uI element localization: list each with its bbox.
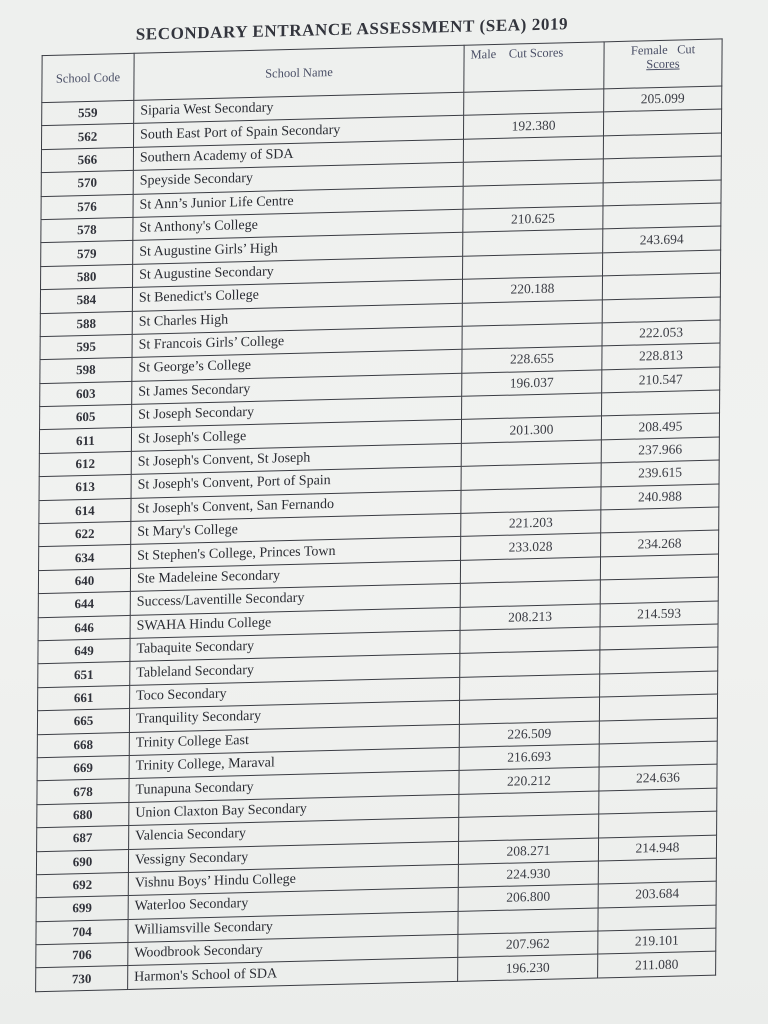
male-cut-score-cell xyxy=(460,557,600,584)
female-cut-score-cell: 237.966 xyxy=(601,437,719,463)
male-cut-score-cell: 196.037 xyxy=(462,370,602,397)
female-cut-score-cell xyxy=(601,507,719,533)
school-code-cell: 706 xyxy=(36,943,128,969)
male-cut-score-cell xyxy=(461,463,601,490)
school-name-cell: Vishnu Boys’ Hindu College xyxy=(128,864,458,895)
cut-scores-table xyxy=(35,38,723,992)
school-name-cell: SWAHA Hindu College xyxy=(130,607,460,638)
school-code-cell: 661 xyxy=(38,685,130,711)
school-name-cell: St Joseph's Convent, Port of Spain xyxy=(131,467,461,498)
male-cut-score-cell xyxy=(458,908,598,935)
school-code-cell: 576 xyxy=(41,194,133,220)
school-name-cell: St Charles High xyxy=(132,303,462,334)
female-cut-score-cell: 240.988 xyxy=(601,484,719,510)
male-cut-score-cell: 201.300 xyxy=(461,416,601,443)
school-name-cell: Waterloo Secondary xyxy=(128,888,458,919)
male-cut-score-cell: 192.380 xyxy=(463,112,603,139)
school-code-cell: 562 xyxy=(41,124,133,150)
female-cut-score-cell: 208.495 xyxy=(601,413,719,439)
school-code-cell: 566 xyxy=(41,147,133,173)
school-name-cell: Siparia West Secondary xyxy=(134,92,464,123)
school-code-cell: 699 xyxy=(36,896,128,922)
school-name-cell: St Mary's College xyxy=(131,513,461,544)
female-cut-score-cell xyxy=(600,554,718,580)
female-cut-score-cell xyxy=(598,905,716,931)
male-cut-score-cell xyxy=(459,697,599,724)
school-name-cell: Trinity College, Maraval xyxy=(129,747,459,778)
school-code-cell: 692 xyxy=(36,872,128,898)
male-cut-score-cell: 221.203 xyxy=(461,510,601,537)
male-cut-score-cell xyxy=(462,323,602,350)
school-code-cell: 680 xyxy=(37,802,129,828)
female-cut-score-cell xyxy=(599,811,717,837)
school-name-cell: Success/Laventille Secondary xyxy=(130,584,460,615)
male-cut-score-cell xyxy=(461,440,601,467)
header-male-cut-scores: Male Cut Scores xyxy=(464,42,604,92)
school-name-cell: St Stephen's College, Princes Town xyxy=(131,537,461,568)
female-cut-score-cell: 203.684 xyxy=(598,881,716,907)
female-cut-score-cell xyxy=(600,577,718,603)
document-title: SECONDARY ENTRANCE ASSESSMENT (SEA) 2019 xyxy=(135,14,569,44)
male-cut-score-cell xyxy=(462,393,602,420)
male-cut-score-cell xyxy=(463,182,603,209)
school-name-cell: St Joseph Secondary xyxy=(132,396,462,427)
school-name-cell: St Francois Girls’ College xyxy=(132,326,462,357)
male-cut-score-cell: 226.509 xyxy=(459,721,599,748)
male-cut-score-cell: 208.271 xyxy=(458,837,598,864)
school-code-cell: 644 xyxy=(38,592,130,618)
header-school-code: School Code xyxy=(42,53,134,102)
school-name-cell: St Ann’s Junior Life Centre xyxy=(133,186,463,217)
school-name-cell: St Joseph's Convent, San Fernando xyxy=(131,490,461,521)
school-code-cell: 614 xyxy=(39,498,131,524)
school-name-cell: South East Port of Spain Secondary xyxy=(133,116,463,147)
header-female-line2: Scores xyxy=(646,56,680,72)
school-code-cell: 651 xyxy=(38,662,130,688)
school-code-cell: 570 xyxy=(41,171,133,197)
school-code-cell: 730 xyxy=(36,966,128,992)
school-code-cell: 605 xyxy=(40,404,132,430)
school-code-cell: 687 xyxy=(37,826,129,852)
female-cut-score-cell xyxy=(602,390,720,416)
female-cut-score-cell: 224.636 xyxy=(599,764,717,790)
school-name-cell: St Joseph's Convent, St Joseph xyxy=(131,443,461,474)
male-cut-score-cell xyxy=(461,487,601,514)
female-cut-score-cell xyxy=(603,203,721,229)
male-cut-score-cell: 216.693 xyxy=(459,744,599,771)
school-name-cell: St Augustine Secondary xyxy=(133,256,463,287)
female-cut-score-cell xyxy=(603,156,721,182)
male-cut-score-cell xyxy=(459,791,599,818)
school-code-cell: 578 xyxy=(41,217,133,243)
female-cut-score-cell xyxy=(602,273,720,299)
male-cut-score-cell: 196.230 xyxy=(458,954,598,981)
school-code-cell: 704 xyxy=(36,919,128,945)
male-cut-score-cell xyxy=(460,650,600,677)
school-code-cell: 603 xyxy=(40,381,132,407)
male-cut-score-cell xyxy=(462,299,602,326)
school-name-cell: Tableland Secondary xyxy=(130,654,460,685)
school-name-cell: Tunapuna Secondary xyxy=(129,771,459,802)
school-code-cell: 612 xyxy=(39,451,131,477)
female-cut-score-cell xyxy=(599,694,717,720)
male-cut-score-cell: 228.655 xyxy=(462,346,602,373)
school-name-cell: Speyside Secondary xyxy=(133,162,463,193)
school-name-cell: Toco Secondary xyxy=(130,677,460,708)
school-code-cell: 613 xyxy=(39,475,131,501)
school-code-cell: 669 xyxy=(37,755,129,781)
header-female-cut-scores xyxy=(604,39,722,89)
school-code-cell: 622 xyxy=(39,521,131,547)
female-cut-score-cell: 219.101 xyxy=(598,928,716,954)
female-cut-score-cell xyxy=(603,109,721,135)
school-code-cell: 584 xyxy=(40,287,132,313)
female-cut-score-cell: 228.813 xyxy=(602,343,720,369)
male-cut-score-cell: 220.188 xyxy=(462,276,602,303)
school-code-cell: 665 xyxy=(37,709,129,735)
female-cut-score-cell xyxy=(600,624,718,650)
female-cut-score-cell: 214.948 xyxy=(598,835,716,861)
school-name-cell: Ste Madeleine Secondary xyxy=(130,560,460,591)
school-code-cell: 634 xyxy=(39,545,131,571)
school-name-cell: Tranquility Secondary xyxy=(129,701,459,732)
school-code-cell: 580 xyxy=(41,264,133,290)
table-body xyxy=(36,86,722,992)
male-cut-score-cell xyxy=(460,580,600,607)
school-code-cell: 668 xyxy=(37,732,129,758)
header-female-line1: Female Cut xyxy=(630,42,696,58)
male-cut-score-cell: 220.212 xyxy=(459,767,599,794)
female-cut-score-cell xyxy=(599,788,717,814)
school-name-cell: Williamsville Secondary xyxy=(128,911,458,942)
school-name-cell: St James Secondary xyxy=(132,373,462,404)
school-name-cell: Union Claxton Bay Secondary xyxy=(129,794,459,825)
school-name-cell: Harmon's School of SDA xyxy=(128,958,458,989)
female-cut-score-cell xyxy=(602,297,720,323)
school-name-cell: St Anthony's College xyxy=(133,209,463,240)
school-code-cell: 649 xyxy=(38,638,130,664)
school-code-cell: 690 xyxy=(36,849,128,875)
school-code-cell: 598 xyxy=(40,358,132,384)
school-code-cell: 595 xyxy=(40,334,132,360)
male-cut-score-cell xyxy=(459,814,599,841)
male-cut-score-cell xyxy=(460,627,600,654)
female-cut-score-cell: 239.615 xyxy=(601,460,719,486)
male-cut-score-cell: 224.930 xyxy=(458,861,598,888)
female-cut-score-cell: 205.099 xyxy=(604,86,722,112)
female-cut-score-cell: 222.053 xyxy=(602,320,720,346)
male-cut-score-cell xyxy=(463,136,603,163)
school-code-cell: 611 xyxy=(39,428,131,454)
school-code-cell: 559 xyxy=(42,100,134,126)
female-cut-score-cell: 211.080 xyxy=(598,952,716,978)
school-name-cell: Woodbrook Secondary xyxy=(128,934,458,965)
header-school-name: School Name xyxy=(134,45,464,100)
male-cut-score-cell xyxy=(463,229,603,256)
female-cut-score-cell xyxy=(599,741,717,767)
school-name-cell: St George’s College xyxy=(132,350,462,381)
female-cut-score-cell: 210.547 xyxy=(602,367,720,393)
female-cut-score-cell: 243.694 xyxy=(603,226,721,252)
male-cut-score-cell: 207.962 xyxy=(458,931,598,958)
school-code-cell: 588 xyxy=(40,311,132,337)
female-cut-score-cell xyxy=(602,250,720,276)
school-code-cell: 678 xyxy=(37,779,129,805)
male-cut-score-cell: 208.213 xyxy=(460,604,600,631)
school-name-cell: Trinity College East xyxy=(129,724,459,755)
school-name-cell: St Benedict's College xyxy=(132,279,462,310)
male-cut-score-cell xyxy=(463,253,603,280)
female-cut-score-cell xyxy=(599,718,717,744)
female-cut-score-cell xyxy=(598,858,716,884)
female-cut-score-cell: 234.268 xyxy=(601,530,719,556)
female-cut-score-cell: 214.593 xyxy=(600,601,718,627)
school-name-cell: St Augustine Girls’ High xyxy=(133,233,463,264)
female-cut-score-cell xyxy=(603,180,721,206)
female-cut-score-cell xyxy=(600,671,718,697)
male-cut-score-cell: 210.625 xyxy=(463,206,603,233)
female-cut-score-cell xyxy=(600,647,718,673)
school-name-cell: Southern Academy of SDA xyxy=(133,139,463,170)
school-name-cell: Tabaquite Secondary xyxy=(130,630,460,661)
school-code-cell: 646 xyxy=(38,615,130,641)
male-cut-score-cell xyxy=(463,159,603,186)
school-name-cell: Valencia Secondary xyxy=(129,818,459,849)
female-cut-score-cell xyxy=(603,133,721,159)
male-cut-score-cell xyxy=(460,674,600,701)
school-code-cell: 640 xyxy=(38,568,130,594)
school-code-cell: 579 xyxy=(41,241,133,267)
male-cut-score-cell: 233.028 xyxy=(461,533,601,560)
male-cut-score-cell: 206.800 xyxy=(458,884,598,911)
male-cut-score-cell xyxy=(464,89,604,116)
school-name-cell: St Joseph's College xyxy=(131,420,461,451)
school-name-cell: Vessigny Secondary xyxy=(128,841,458,872)
